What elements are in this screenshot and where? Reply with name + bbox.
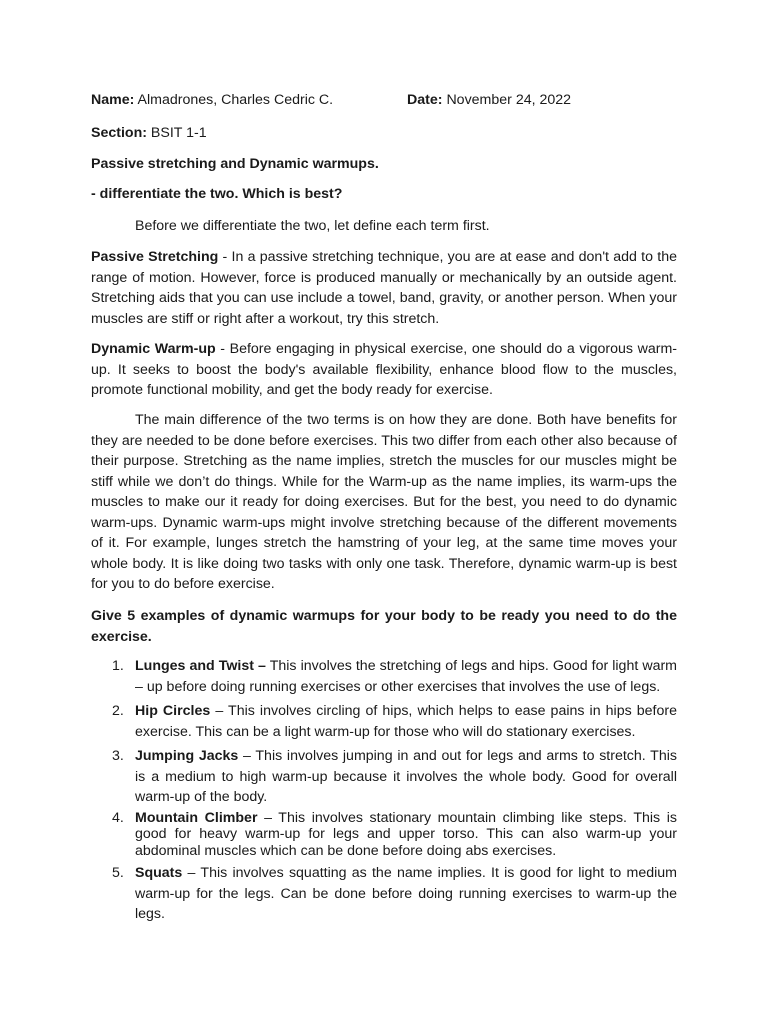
item-term: Mountain Climber (135, 809, 258, 826)
item-number: 3. (112, 748, 124, 764)
item-term: Squats (135, 865, 183, 881)
list-item (91, 863, 677, 925)
dynamic-text: - Before engaging in physical exercise, one should do a vigorous warm-up. It seeks to boost the body's available flexibility, enhance blood flow to the muscles, promote functional mobility, and get the body ready for exercise. (91, 341, 677, 398)
passive-stretching-paragraph (91, 247, 677, 329)
item-text: – This involves stationary mountain climbing like steps. This is good for heavy warm-up for legs and upper torso. This can also warm-up your abdominal muscles which can be done before doing abs exercises. (135, 809, 677, 859)
name-label: Name: (91, 92, 135, 108)
name-value: Almadrones, Charles Cedric C. (137, 92, 334, 108)
dynamic-term: Dynamic Warm-up (91, 341, 216, 357)
item-number: 1. (112, 658, 124, 674)
list-item (91, 701, 677, 742)
examples-heading: Give 5 examples of dynamic warmups for your body to be ready you need to do the exercise. (91, 608, 677, 645)
item-number: 5. (112, 865, 124, 881)
passive-text: - In a passive stretching technique, you are at ease and don't add to the range of motion. However, force is produced manually or mechanically by an outside agent. Stretching aids that you can use include a towel, band, gravity, or another person. When your muscles are stiff or right after a workout, try this stretch. (91, 249, 677, 327)
passive-term: Passive Stretching (91, 249, 219, 265)
item-text: – This involves jumping in and out for legs and arms to stretch. This is a medium to high warm-up because it involves the whole body. Good for overall warm-up of the body. (135, 748, 677, 805)
date-value: November 24, 2022 (446, 92, 572, 108)
section-label: Section: (91, 125, 147, 141)
section-value: BSIT 1-1 (150, 125, 207, 141)
dynamic-warmup-paragraph (91, 339, 677, 401)
comparison-paragraph: The main difference of the two terms is on how they are done. Both have benefits for they are needed to be done before exercises. This two differ from each other also because of their purpose. Stretching as the name implies, stretch the muscles for our muscles might be stiff while we don’t do things. While for the Warm-up as the name implies, its warm-ups the muscles to make our it ready for doing exercises. But for the best, you need to do dynamic warm-ups. Dynamic warm-ups might involve stretching because of the different movements of it. For example, lunges stretch the hamstring of your leg, at the same time moves your whole body. It is like doing two tasks with only one task. Therefore, dynamic warm-up is best for you to do before exercise. (91, 412, 677, 592)
list-item (91, 746, 677, 808)
item-text: This involves the stretching of legs and hips. Good for light warm – up before doing running exercises or other exercises that involves the use of legs. (135, 658, 677, 695)
examples-list (91, 656, 677, 925)
item-text: – This involves circling of hips, which helps to ease pains in hips before exercise. This can be a light warm-up for those who will do stationary exercises. (135, 703, 678, 740)
item-term: Jumping Jacks (135, 748, 239, 764)
date-field (407, 92, 571, 108)
list-item (91, 656, 677, 697)
date-label: Date: (407, 92, 443, 108)
header-row (91, 92, 677, 112)
item-term: Hip Circles (135, 703, 211, 719)
section-line (91, 123, 677, 144)
item-term: Lunges and Twist – (135, 658, 266, 674)
item-number: 4. (112, 809, 124, 826)
item-number: 2. (112, 703, 124, 719)
question-line: - differentiate the two. Which is best? (91, 186, 343, 202)
intro-paragraph: Before we differentiate the two, let define each term first. (135, 218, 490, 234)
list-item (91, 810, 677, 860)
item-text: – This involves squatting as the name implies. It is good for light to medium warm-up for the legs. Can be done before doing running exercises to warm-up the legs. (135, 865, 677, 922)
document-title: Passive stretching and Dynamic warmups. (91, 156, 379, 172)
